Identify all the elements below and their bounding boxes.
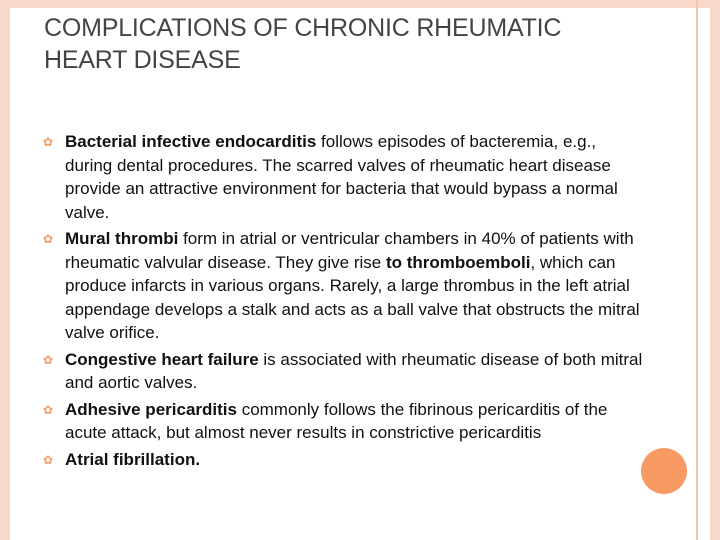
list-item xyxy=(44,227,644,345)
top-border xyxy=(0,0,720,8)
bullet-text: form in atrial or ventricular chambers in 40% of patients with rheumatic valvular disease. They give rise xyxy=(65,229,634,272)
accent-circle xyxy=(641,448,687,494)
right-border xyxy=(710,0,720,540)
list-item xyxy=(44,448,644,472)
flower-bullet-icon: ✿ xyxy=(43,402,54,417)
right-divider-line xyxy=(696,0,698,540)
list-item xyxy=(44,130,644,224)
bullet-term: Atrial fibrillation. xyxy=(65,449,201,469)
flower-bullet-icon: ✿ xyxy=(43,452,54,467)
bullet-term: Adhesive pericarditis xyxy=(65,399,237,419)
bullet-text: commonly follows the fibrinous pericarditis of the acute attack, but almost never results in constrictive pericarditis xyxy=(65,399,608,442)
list-item xyxy=(44,348,644,395)
bullet-text: is associated with rheumatic disease of both mitral and aortic valves. xyxy=(65,349,643,392)
flower-bullet-icon: ✿ xyxy=(43,352,54,367)
bullet-term: Bacterial infective endocarditis xyxy=(65,132,317,151)
bullet-term: Mural thrombi xyxy=(65,229,179,248)
bullet-text: , which can produce infarcts in various organs. Rarely, a large thrombus in the left atrial appendage develops a stalk and acts as a ball valve that obstructs the mitral valve orifice. xyxy=(65,252,640,342)
bullet-text: follows episodes of bacteremia, e.g., during dental procedures. The scarred valves of rheumatic heart disease provide an attractive environment for bacteria that would bypass a normal valve. xyxy=(65,132,618,222)
slide-title xyxy=(44,12,664,76)
title-line-2: HEART DISEASE xyxy=(44,46,241,74)
bullet-list xyxy=(44,130,644,474)
list-item xyxy=(44,398,644,445)
left-border xyxy=(0,0,10,540)
flower-bullet-icon: ✿ xyxy=(43,232,54,246)
bullet-term: Congestive heart failure xyxy=(65,349,259,369)
title-line-1: COMPLICATIONS OF CHRONIC RHEUMATIC xyxy=(44,14,562,42)
bullet-term-2: to thromboemboli xyxy=(385,252,531,272)
flower-bullet-icon: ✿ xyxy=(43,135,54,149)
